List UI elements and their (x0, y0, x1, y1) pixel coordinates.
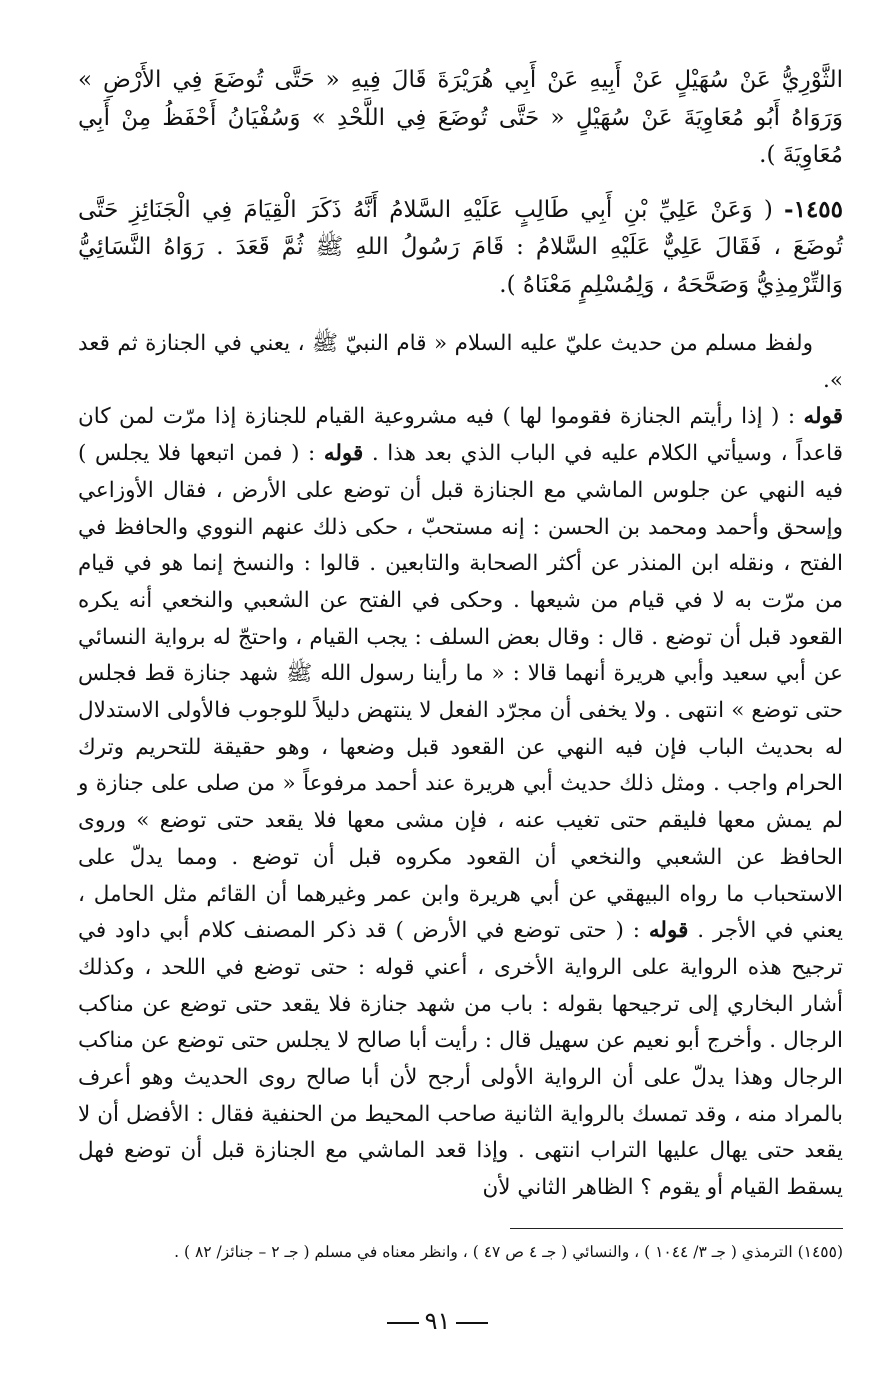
commentary-paragraph: ولفظ مسلم من حديث عليّ عليه السلام « قام النبيّ ﷺ ، يعني في الجنازة ثم قعد ». (78, 331, 843, 393)
commentary-text: : ( إذا رأيتم الجنازة فقوموا لها ) فيه مشروعية القيام للجنازة إذا مرّت لمن كان قاعداً ، وسيأتي الكلام عليه في الباب الذي بعد هذا . (78, 404, 843, 467)
qawluhu-label: قوله (648, 918, 689, 944)
qawluhu-label: قوله (323, 441, 364, 467)
spacer (78, 175, 843, 191)
hadith-number: ١٤٥٥- (784, 195, 844, 223)
footnote: (١٤٥٥) الترمذي ( جـ ٣/ ١٠٤٤ ) ، والنسائي ( جـ ٤ ص ٤٧ ) ، وانظر معناه في مسلم ( جـ ٢ – جنائز/ ٨٢ ) . (174, 1243, 843, 1261)
hadith-continuation: الثَّوْرِيُّ عَنْ سُهَيْلٍ عَنْ أَبِيهِ عَنْ أَبِي هُرَيْرَةَ قَالَ فِيهِ « حَتَّى تُوضَعَ فِي الأَرْضِ » وَرَوَاهُ أَبُو مُعَاوِيَةَ عَنْ سُهَيْلٍ « حَتَّى تُوضَعَ فِي اللَّحْدِ » وَسُفْيَانُ أَحْفَظُ مِنْ أَبِي مُعَاوِيَةَ ). (78, 67, 843, 168)
page-number (0, 1306, 875, 1336)
spacer (78, 304, 843, 320)
page-body (78, 62, 843, 1207)
hadith-1455 (78, 191, 843, 305)
hadith-block (78, 62, 843, 304)
dash-decoration (387, 1322, 419, 1324)
commentary-text: : ( حتى توضع في الأرض ) قد ذكر المصنف كلام أبي داود في ترجيح هذه الرواية على الرواية الأخرى ، أعني قوله : حتى توضع في اللحد ، وكذلك أشار البخاري إلى ترجيحها بقوله : باب من شهد جنازة فلا يقعد حتى توضع عن مناكب الرجال . وأخرج أبو نعيم عن سهيل قال : رأيت أبا صالح لا يجلس حتى توضع عن مناكب الرجال وهذا يدلّ على أن الرواية الأولى أرجح لأن أبا صالح روى الحديث وهو أعرف بالمراد منه ، وقد تمسك بالرواية الثانية صاحب المحيط من الحنفية فقال : الأفضل أن لا يقعد حتى يهال عليها التراب انتهى . وإذا قعد الماشي مع الجنازة قبل أن توضع فهل يسقط القيام أو يقوم ؟ الظاهر الثاني لأن (78, 918, 843, 1201)
page-number-value: ٩١ (424, 1307, 451, 1335)
hadith-text: ( وَعَنْ عَلِيِّ بْنِ أَبِي طَالِبٍ عَلَيْهِ السَّلامُ أَنَّهُ ذَكَرَ الْقِيَامَ فِي الْجَنَائِزِ حَتَّى تُوضَعَ ، فَقَالَ عَلِيٌّ عَلَيْهِ السَّلامُ : قَامَ رَسُولُ اللهِ ﷺ ثُمَّ قَعَدَ . رَوَاهُ النَّسَائِيُّ وَالتِّرْمِذِيُّ وَصَحَّحَهُ ، وَلِمُسْلِمٍ مَعْنَاهُ ). (78, 196, 843, 298)
dash-decoration (456, 1322, 488, 1324)
qawluhu-label: قوله (803, 404, 843, 430)
commentary-text: : ( فمن اتبعها فلا يجلس ) فيه النهي عن جلوس الماشي مع الجنازة قبل أن توضع على الأرض ، فقال الأوزاعي وإسحق وأحمد ومحمد بن الحسن : إنه مستحبّ ، حكى ذلك عنهم النووي والحافظ في الفتح ، ونقله ابن المنذر عن أكثر الصحابة والتابعين . قالوا : والنسخ إنما هو في قيام من مرّت به لا في قيام من شيعها . وحكى في الفتح عن الشعبي والنخعي أنه يكره القعود قبل أن توضع . قال : وقال بعض السلف : يجب القيام ، واحتجّ له برواية النسائي عن أبي سعيد وأبي هريرة أنهما قالا : « ما رأينا رسول الله ﷺ شهد جنازة قط فجلس حتى توضع » انتهى . ولا يخفى أن مجرّد الفعل لا ينتهض دليلاً للوجوب فالأولى الاستدلال له بحديث الباب فإن فيه النهي عن القعود قبل وضعها ، وهو حقيقة للتحريم وترك الحرام واجب . ومثل ذلك حديث أبي هريرة عند أحمد مرفوعاً « من صلى على جنازة و لم يمش معها فليقم حتى تغيب عنه ، فإن مشى معها فلا يقعد حتى توضع » وروى الحافظ عن الشعبي والنخعي أن القعود مكروه قبل أن توضع . ومما يدلّ على الاستحباب ما رواه البيهقي عن أبي هريرة وابن عمر وغيرهما أن القائم مثل الحامل ، يعني في الأجر . (78, 441, 844, 944)
commentary (78, 326, 843, 1207)
commentary-paragraph (78, 399, 843, 1206)
footnote-divider (510, 1228, 843, 1229)
